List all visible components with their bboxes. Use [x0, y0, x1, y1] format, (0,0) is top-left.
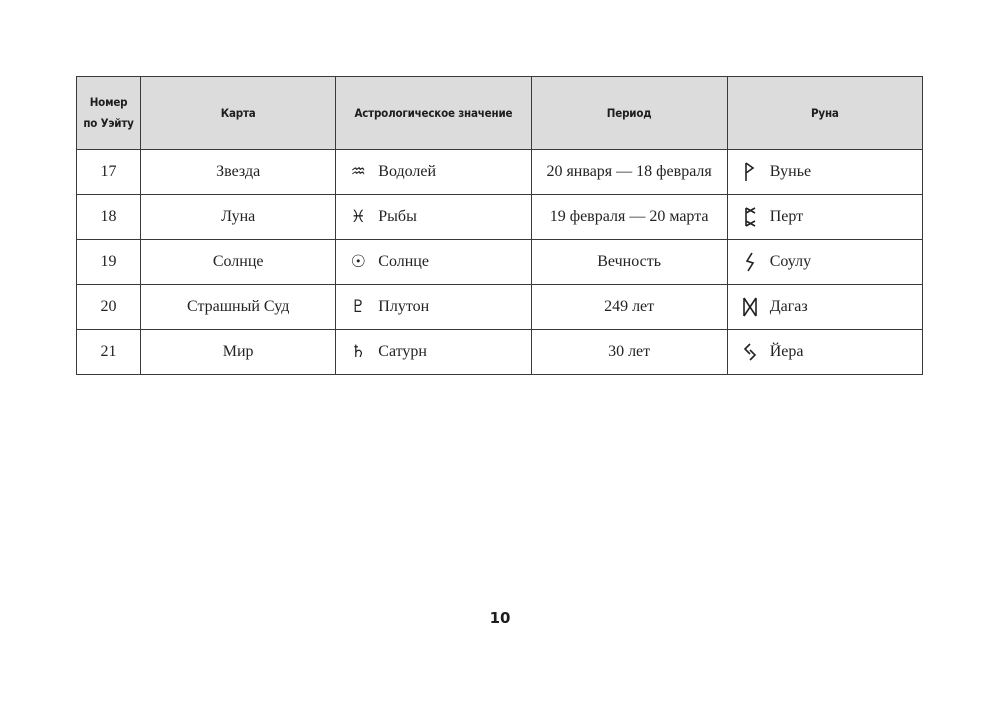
header-number: [77, 77, 141, 150]
saturn-icon: ♄: [350, 342, 366, 362]
cell-astrology: [336, 195, 531, 240]
cell-period: 30 лет: [531, 330, 727, 375]
cell-rune: [727, 330, 922, 375]
header-number-line2: по Уэйту: [83, 116, 134, 130]
table-row: [77, 285, 923, 330]
cell-card: Звезда: [141, 150, 336, 195]
header-card: Карта: [141, 77, 336, 150]
cell-astrology: [336, 330, 531, 375]
table-row: [77, 330, 923, 375]
header-number-line1: Номер: [89, 95, 128, 109]
cell-rune-label: Перт: [769, 208, 804, 225]
cell-rune: [727, 195, 922, 240]
table-row: [77, 240, 923, 285]
cell-rune: [727, 240, 922, 285]
header-astrology: Астрологическое значение: [336, 77, 531, 150]
cell-card: Луна: [141, 195, 336, 240]
cell-rune-label: Вунье: [769, 163, 812, 180]
page-number: 10: [489, 609, 511, 627]
cell-period: 19 февраля — 20 марта: [531, 195, 727, 240]
cell-astrology-label: Сатурн: [378, 343, 427, 360]
rune-wunjo-icon: [737, 162, 763, 182]
aquarius-icon: ♒: [350, 162, 366, 182]
cell-rune: [727, 150, 922, 195]
rune-sowilo-icon: [737, 252, 763, 272]
cell-number: 21: [77, 330, 141, 375]
header-rune: Руна: [727, 77, 922, 150]
cell-number: 20: [77, 285, 141, 330]
cell-astrology: [336, 150, 531, 195]
cell-astrology-label: Солнце: [378, 253, 429, 270]
cell-number: 19: [77, 240, 141, 285]
cell-number: 18: [77, 195, 141, 240]
table-row: [77, 150, 923, 195]
cell-astrology-label: Плутон: [378, 298, 430, 315]
sun-icon: ☉: [350, 252, 366, 272]
cell-period: Вечность: [531, 240, 727, 285]
cell-rune: [727, 285, 922, 330]
cell-card: Страшный Суд: [141, 285, 336, 330]
cell-rune-label: Дагаз: [769, 298, 808, 315]
table-header-row: [77, 77, 923, 150]
rune-jera-icon: [737, 342, 763, 362]
cell-astrology-label: Водолей: [378, 163, 437, 180]
cell-period: 249 лет: [531, 285, 727, 330]
pisces-icon: ♓: [350, 207, 366, 227]
cell-rune-label: Йера: [769, 343, 804, 360]
tarot-correspondence-table: [76, 76, 923, 375]
cell-astrology: [336, 240, 531, 285]
cell-card: Солнце: [141, 240, 336, 285]
cell-rune-label: Соулу: [769, 253, 812, 270]
table-row: [77, 195, 923, 240]
cell-number: 17: [77, 150, 141, 195]
cell-card: Мир: [141, 330, 336, 375]
cell-astrology: [336, 285, 531, 330]
header-period: Период: [531, 77, 727, 150]
cell-period: 20 января — 18 февраля: [531, 150, 727, 195]
rune-dagaz-icon: [737, 297, 763, 317]
pluto-icon: ♇: [350, 297, 366, 317]
rune-perthro-icon: [737, 207, 763, 227]
cell-astrology-label: Рыбы: [378, 208, 417, 225]
